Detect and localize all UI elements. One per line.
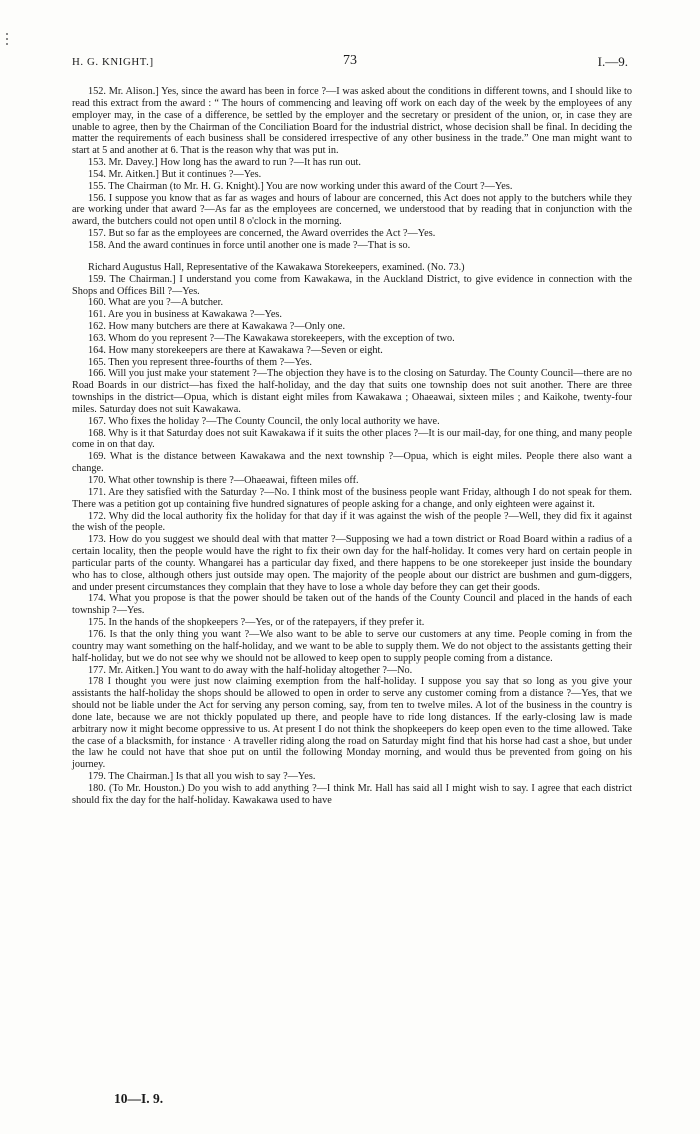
- paragraph-156: 156. I suppose you know that as far as wages and hours of labour are concerned, this Act does not apply to the butchers while they are working under that award ?—As far as the employees are concerned, we understood that by reading that in conjunction with the award, the butchers could not open until 8 o'clock in the morning.: [72, 192, 632, 228]
- paragraph-165: 165. Then you represent three-fourths of them ?—Yes.: [88, 356, 312, 368]
- paragraph-172: 172. Why did the local authority fix the holiday for that day if it was against the wish of the people ?—Well, they did fix it against the wish of the people.: [72, 510, 632, 534]
- document-body: [72, 86, 632, 807]
- paragraph-157: 157. But so far as the employees are concerned, the Award overrides the Act ?—Yes.: [88, 228, 436, 240]
- paragraph-171: 171. Are they satisfied with the Saturday ?—No. I think most of the business people want Friday, although I do not speak for them. There was a petition got up containing five hundred signatures of people asking for a change, and only eighteen were against it.: [72, 486, 632, 510]
- paragraph-175: 175. In the hands of the shopkeepers ?—Yes, or of the ratepayers, if they prefer it.: [88, 617, 425, 629]
- page-signature: 10—I. 9.: [114, 1091, 164, 1106]
- paragraph-169: 169. What is the distance between Kawakawa and the next township ?—Opua, which is eight miles. People there also want a change.: [72, 451, 632, 475]
- paragraph-180: 180. (To Mr. Houston.) Do you wish to add anything ?—I think Mr. Hall has said all I might wish to say. I agree that each district should fix the day for the half-holiday. Kawakawa used to have: [72, 782, 632, 806]
- paragraph-170: 170. What other township is there ?—Ohaeawai, fifteen miles off.: [88, 475, 359, 486]
- paragraph-153: 153. Mr. Davey.] How long has the award to run ?—It has run out.: [88, 157, 361, 169]
- paragraph-168: 168. Why is it that Saturday does not suit Kawakawa if it suits the other places ?—It is our mail-day, for one thing, and many people come in on that day.: [72, 427, 632, 451]
- paragraph-164: 164. How many storekeepers are there at Kawakawa ?—Seven or eight.: [88, 344, 383, 356]
- paragraph-159: 159. The Chairman.] I understand you come from Kawakawa, in the Auckland District, to give evidence in connection with the Shops and Offices Bill ?—Yes.: [72, 273, 632, 297]
- paper-reference: I.—9.: [597, 54, 628, 69]
- paragraph-174: 174. What you propose is that the power should be taken out of the hands of the County Council and placed in the hands of each township ?—Yes.: [72, 593, 632, 617]
- margin-mark: [6, 30, 10, 58]
- paragraph-152: 152. Mr. Alison.] Yes, since the award has been in force ?—I was asked about the conditions in different towns, and I should like to read this extract from the award : “ The hours of commencing and leaving off work on each day of the week by the employees of any employer may, in the case of a difference, be settled by the employer and the secretary or president of the union, or, in case they are unable to agree, then by the Chairman of the Conciliation Board for the industrial district, whose decision shall be final. In deciding the matter the requirements of each business shall be considered irrespective of any other business in the trade.” One man might want to start at 5 and another at 6. That is the reason why that was put in.: [72, 86, 632, 157]
- paragraph-160: 160. What are you ?—A butcher.: [88, 297, 224, 309]
- paragraph-161: 161. Are you in business at Kawakawa ?—Yes.: [88, 309, 282, 321]
- paragraph-158: 158. And the award continues in force until another one is made ?—That is so.: [88, 239, 411, 251]
- paragraph-154: 154. Mr. Aitken.] But it continues ?—Yes.: [88, 168, 262, 180]
- paragraph-176: 176. Is that the only thing you want ?—We also want to be able to serve our customers at any time. People coming in from the country may want something on the half-holiday, and we want to be able to supply them. We do not object to the assistants getting their half-holiday, but we do not see why we should not be allowed to keep open to supply people coming from a distance.: [72, 628, 632, 664]
- paragraph-163: 163. Whom do you represent ?—The Kawakawa storekeepers, with the exception of two.: [88, 332, 455, 344]
- paragraph-177: 177. Mr. Aitken.] You want to do away with the half-holiday altogether ?—No.: [88, 664, 413, 676]
- page-number: 73: [343, 53, 357, 68]
- header-witness-name: H. G. KNIGHT.]: [72, 56, 154, 68]
- paragraph-179: 179. The Chairman.] Is that all you wish to say ?—Yes.: [88, 771, 316, 783]
- running-header: [72, 54, 628, 70]
- paragraph-167: 167. Who fixes the holiday ?—The County Council, the only local authority we have.: [88, 415, 440, 427]
- paragraph-173: 173. How do you suggest we should deal with that matter ?—Supposing we had a town district or Road Board within a radius of a certain locality, then the people would have the right to fix their own day for the half-holiday. It comes very hard on certain people in particular parts of the county. Whangarei has a particular day fixed, and there happens to be one storekeeper just inside the boundary who has to close, although others just outside may open. The majority of the people about our district are bushmen and gum-diggers, and under present circumstances they complain that they have to lose a whole day before they can get their goods.: [72, 534, 632, 593]
- paragraph-155: 155. The Chairman (to Mr. H. G. Knight).] You are now working under this award of the Court ?—Yes.: [88, 180, 513, 192]
- paragraph-162: 162. How many butchers are there at Kawakawa ?—Only one.: [88, 321, 346, 333]
- witness-heading: Richard Augustus Hall, Representative of the Kawakawa Storekeepers, examined. (No. 73.): [88, 261, 465, 273]
- paragraph-178: 178 I thought you were just now claiming exemption from the half-holiday. I suppose you say that so long as you give your assistants the half-holiday the shops should be allowed to open in order to serve any customer coming from a distance ?—Yes, that we should not be liable under the Act for serving any person coming, say, from ten to twelve miles. A lot of the business in the country is done late, because we are not thickly populated up there, and people have to ride long distances. If the early-closing law is made arbitrary now it might become oppressive to us. At present I do not think the shopkeepers do keep open even to the time allowed. Take the case of a blacksmith, for instance · A traveller riding along the road on Saturday might find that his horse had cast a shoe, but under the law he could not have that shoe put on until the following Monday morning, and would thus be prevented from going on his journey.: [72, 676, 632, 771]
- paragraph-166: 166. Will you just make your statement ?—The objection they have is to the closing on Saturday. The County Council—there are no Road Boards in our district—has fixed the half-holiday, and the day that suits one township does not suit another. There are three townships in the district—Opua, which is distant eight miles from Kawakawa ; Ohaeawai, sixteen miles ; and Kaikohe, twenty-four miles. Saturday does not suit Kawakawa.: [72, 368, 632, 415]
